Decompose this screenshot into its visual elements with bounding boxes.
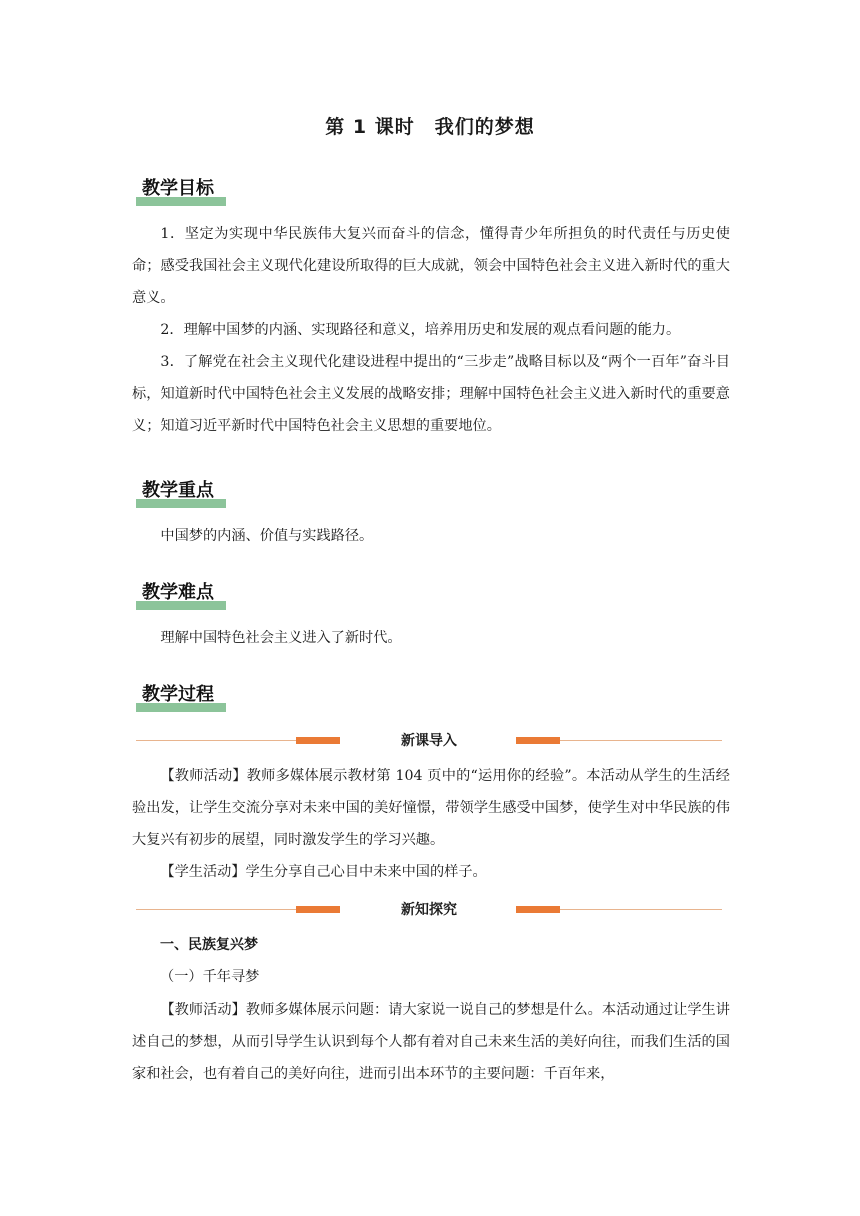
section-heading-difficulties [136,580,214,610]
divider-explore [136,899,722,921]
divider-label: 新课导入 [401,733,457,749]
key-points-text: 中国梦的内涵、价值与实践路径。 [160,528,374,544]
page-title: 第 1 课时 我们的梦想 [325,116,535,138]
intro-teacher-activity: 【教师活动】教师多媒体展示教材第 104 页中的“运用你的经验”。本活动从学生的生活经验出发，让学生交流分享对未来中国的美好憧憬，带领学生感受中国梦，使学生对中华民族的伟大复兴有初步的展望，同时激发学生的学习兴趣。 [132,768,730,848]
explore-teacher-activity: 【教师活动】教师多媒体展示问题：请大家说一说自己的梦想是什么。本活动通过让学生讲述自己的梦想，从而引导学生认识到每个人都有着对自己未来生活的美好向往，而我们生活的国家和社会，也有着自己的美好向往，进而引出本环节的主要问题：千百年来， [132,1002,730,1082]
section-heading-text: 教学重点 [142,480,214,501]
section-heading-text: 教学目标 [142,178,214,199]
section-heading-process [136,682,214,712]
objective-item-3: 3．了解党在社会主义现代化建设进程中提出的“三步走”战略目标以及“两个一百年”奋斗目标，知道新时代中国特色社会主义发展的战略安排；理解中国特色社会主义进入新时代的重要意义；知道习近平新时代中国特色社会主义思想的重要地位。 [132,354,730,434]
difficulties-text: 理解中国特色社会主义进入了新时代。 [160,630,402,646]
subheading-millennium-dream: （一）千年寻梦 [160,969,260,985]
divider-label: 新知探究 [401,902,457,918]
section-heading-objectives [136,176,214,206]
subheading-national-rejuvenation: 一、民族复兴梦 [160,937,258,953]
section-heading-text: 教学过程 [142,684,214,705]
divider-intro [136,730,722,752]
objective-item-2: 2．理解中国梦的内涵、实现路径和意义，培养用历史和发展的观点看问题的能力。 [160,322,681,338]
objective-item-1: 1．坚定为实现中华民族伟大复兴而奋斗的信念，懂得青少年所担负的时代责任与历史使命；感受我国社会主义现代化建设所取得的巨大成就，领会中国特色社会主义进入新时代的重大意义。 [132,226,730,306]
intro-student-activity: 【学生活动】学生分享自己心目中未来中国的样子。 [160,864,487,880]
section-heading-text: 教学难点 [142,582,214,603]
section-heading-key-points [136,478,214,508]
